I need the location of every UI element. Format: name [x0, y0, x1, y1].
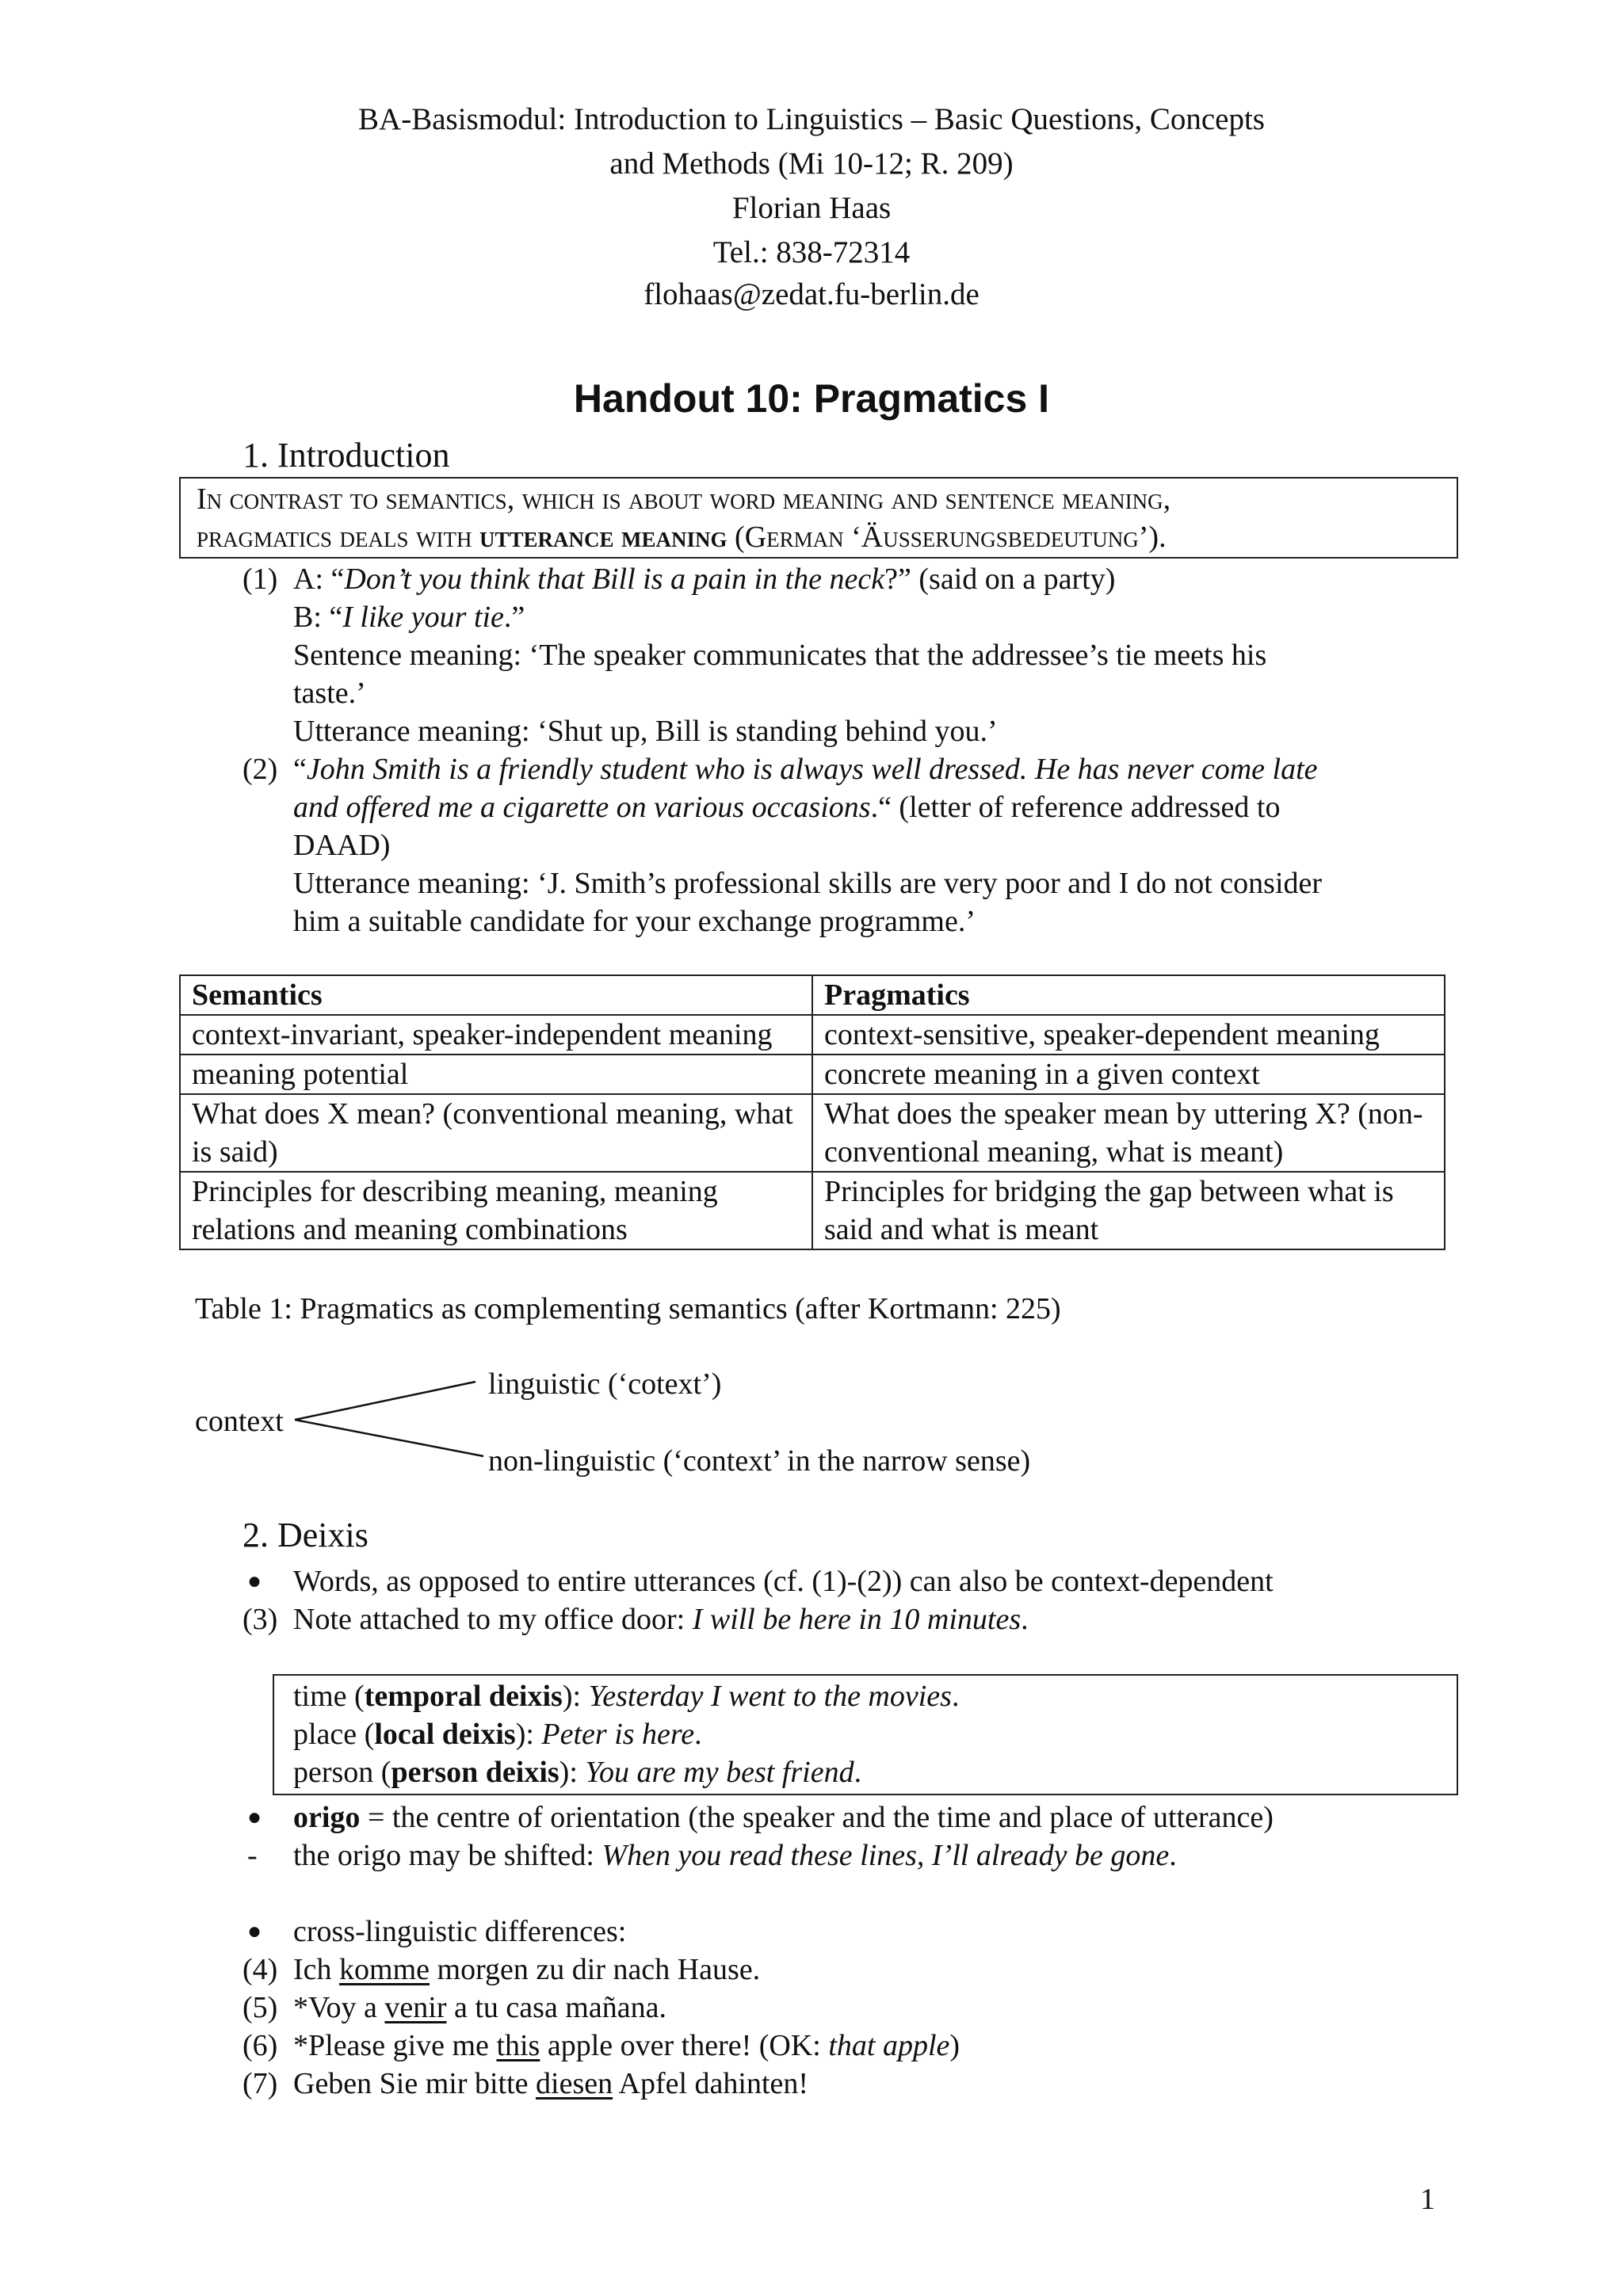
section-heading-introduction: 1. Introduction	[242, 436, 450, 475]
table-row	[180, 1015, 1445, 1055]
example-number: (2)	[242, 753, 278, 786]
context-linguistic-label: linguistic (‘cotext’)	[488, 1367, 722, 1401]
deixis-place-line: place (local deixis): Peter is here.	[293, 1718, 702, 1751]
lecturer-phone: Tel.: 838-72314	[712, 235, 911, 269]
context-branch-lines	[285, 1363, 491, 1466]
definition-box	[179, 477, 1458, 559]
sentence-meaning-line1: Sentence meaning: ‘The speaker communicates that the addressee’s tie meets his	[293, 639, 1267, 672]
utterance-meaning-line2: him a suitable candidate for your exchange programme.’	[293, 905, 976, 938]
example-number: (3)	[242, 1603, 278, 1636]
definition-line2: pragmatics deals with utterance meaning (German ‘Äußerungsbedeutung’).	[197, 521, 1167, 554]
utterance-meaning-line1: Utterance meaning: ‘J. Smith’s professional skills are very poor and I do not consider	[293, 867, 1323, 900]
lecturer-name: Florian Haas	[731, 191, 892, 225]
example-line: and offered me a cigarette on various occasions.“ (letter of reference addressed to	[293, 791, 1281, 824]
definition-line1: In contrast to semantics, which is about word meaning and sentence meaning,	[197, 482, 1171, 516]
table-caption: Table 1: Pragmatics as complementing semantics (after Kortmann: 225)	[195, 1292, 1061, 1325]
table-cell: What does X mean? (conventional meaning, what is said)	[180, 1094, 812, 1172]
table-cell: meaning potential	[180, 1055, 812, 1094]
example-line: A: “Don’t you think that Bill is a pain in the neck?” (said on a party)	[293, 563, 1116, 596]
dash-marker: -	[247, 1839, 258, 1872]
bullet-icon: ●	[247, 1804, 262, 1830]
table-cell: Principles for describing meaning, meaning relations and meaning combinations	[180, 1172, 812, 1249]
table-row	[180, 1094, 1445, 1172]
table-row	[180, 1055, 1445, 1094]
example-line: Note attached to my office door: I will be here in 10 minutes.	[293, 1603, 1029, 1636]
table-cell: concrete meaning in a given context	[812, 1055, 1445, 1094]
table-cell: context-invariant, speaker-independent meaning	[180, 1015, 812, 1055]
table-cell: What does the speaker mean by uttering X? (non-conventional meaning, what is meant)	[812, 1094, 1445, 1172]
origo-term: origo	[293, 1801, 361, 1834]
table-header-cell: Semantics	[180, 975, 812, 1015]
lecturer-email: flohaas@zedat.fu-berlin.de	[643, 277, 980, 311]
deixis-types-box	[273, 1674, 1458, 1795]
table-cell: Principles for bridging the gap between what is said and what is meant	[812, 1172, 1445, 1249]
utterance-meaning-line: Utterance meaning: ‘Shut up, Bill is standing behind you.’	[293, 715, 998, 748]
context-root-label: context	[195, 1405, 284, 1438]
example-number: (1)	[242, 563, 278, 596]
sentence-meaning-line2: taste.’	[293, 677, 366, 710]
page-number: 1	[1420, 2183, 1435, 2216]
utterance-meaning-term: utterance meaning	[479, 521, 727, 554]
example-line: DAAD)	[293, 829, 391, 862]
table-row	[180, 1172, 1445, 1249]
page-title: Handout 10: Pragmatics I	[573, 376, 1050, 421]
section-heading-deixis: 2. Deixis	[242, 1516, 369, 1554]
table-cell: context-sensitive, speaker-dependent meaning	[812, 1015, 1445, 1055]
deixis-person-line: person (person deixis): You are my best friend.	[293, 1756, 862, 1789]
deixis-time-line: time (temporal deixis): Yesterday I went to the movies.	[293, 1680, 960, 1713]
course-title-line2: and Methods (Mi 10-12; R. 209)	[609, 147, 1014, 181]
table-header-cell: Pragmatics	[812, 975, 1445, 1015]
example-line: “John Smith is a friendly student who is always well dressed. He has never come late	[293, 753, 1318, 786]
course-title-line1: BA-Basismodul: Introduction to Linguistics – Basic Questions, Concepts	[358, 102, 1265, 136]
bullet-icon: ●	[247, 1918, 262, 1944]
semantics-pragmatics-table	[179, 974, 1445, 1250]
bullet-icon: ●	[247, 1568, 262, 1594]
table-header-row	[180, 975, 1445, 1015]
context-nonlinguistic-label: non-linguistic (‘context’ in the narrow sense)	[488, 1444, 1031, 1478]
example-line: B: “I like your tie.”	[293, 601, 525, 634]
